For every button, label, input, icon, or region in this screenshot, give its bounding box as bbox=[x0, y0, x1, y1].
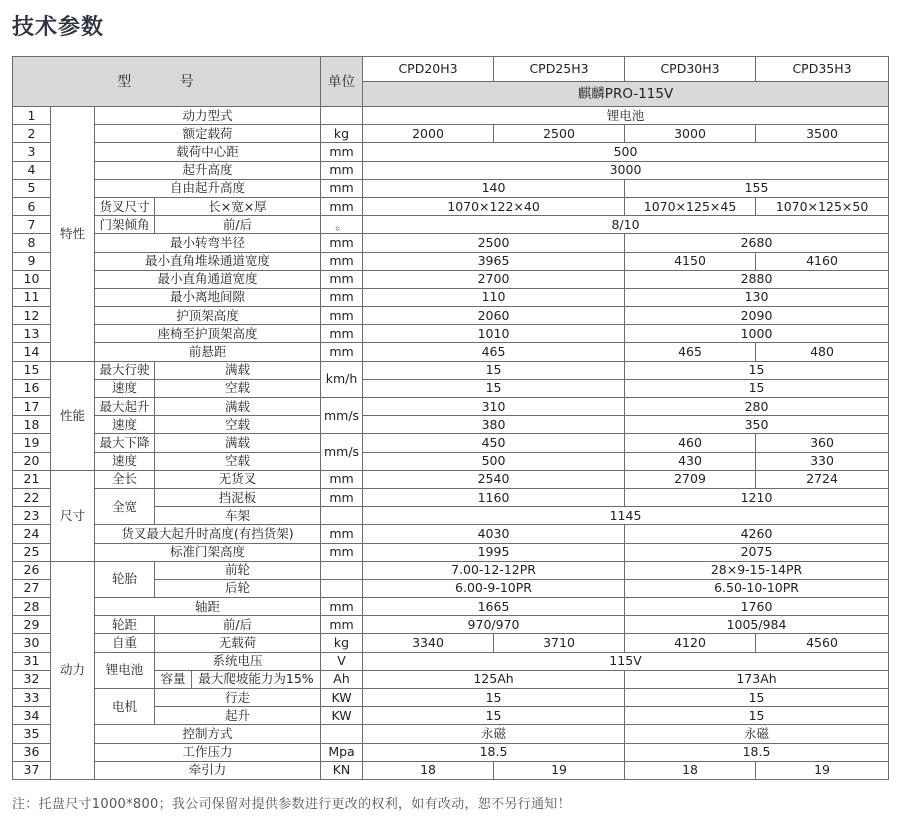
row-number: 36 bbox=[13, 743, 51, 761]
param-label: 最大爬坡能力为15% bbox=[198, 670, 314, 686]
param-value: 15 bbox=[625, 361, 889, 379]
param-value: 1145 bbox=[363, 507, 889, 525]
param-unit: Ah bbox=[321, 670, 363, 688]
table-row bbox=[13, 743, 889, 761]
param-value: 永磁 bbox=[363, 725, 625, 743]
param-label: 空载 bbox=[155, 452, 321, 470]
param-value: 130 bbox=[625, 288, 889, 306]
param-value: 15 bbox=[363, 707, 625, 725]
param-value: 4560 bbox=[756, 634, 889, 652]
row-number: 17 bbox=[13, 398, 51, 416]
subgroup-label: 最大下降 bbox=[95, 434, 155, 452]
row-number: 35 bbox=[13, 725, 51, 743]
param-value: 18.5 bbox=[363, 743, 625, 761]
param-value: 465 bbox=[625, 343, 756, 361]
param-unit: mm bbox=[321, 488, 363, 506]
param-value: 2500 bbox=[494, 125, 625, 143]
param-label: 前悬距 bbox=[95, 343, 321, 361]
row-number: 33 bbox=[13, 689, 51, 707]
param-value: 3340 bbox=[363, 634, 494, 652]
group-label: 特性 bbox=[51, 107, 95, 362]
param-value: 110 bbox=[363, 288, 625, 306]
row-number: 15 bbox=[13, 361, 51, 379]
param-value: 15 bbox=[363, 379, 625, 397]
param-value: 360 bbox=[756, 434, 889, 452]
table-row bbox=[13, 598, 889, 616]
table-row bbox=[13, 361, 889, 379]
param-value: 3000 bbox=[625, 125, 756, 143]
table-row bbox=[13, 488, 889, 506]
row-number: 22 bbox=[13, 488, 51, 506]
param-label: 后轮 bbox=[155, 579, 321, 597]
param-unit: KN bbox=[321, 761, 363, 779]
param-unit: kg bbox=[321, 125, 363, 143]
param-unit: mm bbox=[321, 179, 363, 197]
row-number: 32 bbox=[13, 670, 51, 688]
param-unit: mm bbox=[321, 525, 363, 543]
param-label: 轴距 bbox=[95, 598, 321, 616]
table-row bbox=[13, 270, 889, 288]
row-number: 28 bbox=[13, 598, 51, 616]
param-value: 2724 bbox=[756, 470, 889, 488]
param-value: 18 bbox=[363, 761, 494, 779]
row-number: 19 bbox=[13, 434, 51, 452]
param-value: 4160 bbox=[756, 252, 889, 270]
param-value: 1665 bbox=[363, 598, 625, 616]
param-label: 长×宽×厚 bbox=[155, 197, 321, 215]
model-name: CPD35H3 bbox=[756, 57, 889, 82]
param-value: 450 bbox=[363, 434, 625, 452]
param-value: 3500 bbox=[756, 125, 889, 143]
table-row bbox=[13, 525, 889, 543]
page-title: 技术参数 bbox=[12, 15, 105, 40]
row-number: 26 bbox=[13, 561, 51, 579]
model-name: CPD20H3 bbox=[363, 57, 494, 82]
param-value: 2500 bbox=[363, 234, 625, 252]
group-label: 动力 bbox=[51, 561, 95, 779]
param-value: 140 bbox=[363, 179, 625, 197]
footnote: 注：托盘尺寸1000*800；我公司保留对提供参数进行更改的权利，如有改动，恕不另行通知！ bbox=[12, 797, 571, 812]
param-label: 空载 bbox=[155, 416, 321, 434]
group-label: 性能 bbox=[51, 361, 95, 470]
table-row bbox=[13, 561, 889, 579]
table-row bbox=[13, 107, 889, 125]
header-unit: 单位 bbox=[321, 57, 363, 107]
param-value: 2540 bbox=[363, 470, 625, 488]
param-label: 前/后 bbox=[155, 216, 321, 234]
param-value: 380 bbox=[363, 416, 625, 434]
param-label: 额定载荷 bbox=[95, 125, 321, 143]
param-unit: mm bbox=[321, 270, 363, 288]
param-value: 2880 bbox=[625, 270, 889, 288]
param-value: 350 bbox=[625, 416, 889, 434]
subgroup-label: 速度 bbox=[95, 416, 155, 434]
table-row bbox=[13, 452, 889, 470]
table-row bbox=[13, 288, 889, 306]
param-value: 1210 bbox=[625, 488, 889, 506]
param-value: 15 bbox=[625, 689, 889, 707]
row-number: 34 bbox=[13, 707, 51, 725]
param-value: 19 bbox=[494, 761, 625, 779]
row-number: 20 bbox=[13, 452, 51, 470]
model-name: CPD30H3 bbox=[625, 57, 756, 82]
param-value: 8/10 bbox=[363, 216, 889, 234]
row-number: 21 bbox=[13, 470, 51, 488]
series-name: 麒麟PRO-115V bbox=[363, 82, 889, 107]
row-number: 7 bbox=[13, 216, 51, 234]
table-row bbox=[13, 416, 889, 434]
subgroup-label: 速度 bbox=[95, 452, 155, 470]
row-number: 10 bbox=[13, 270, 51, 288]
param-value: 330 bbox=[756, 452, 889, 470]
param-value: 480 bbox=[756, 343, 889, 361]
param-value: 1995 bbox=[363, 543, 625, 561]
param-value: 6.00-9-10PR bbox=[363, 579, 625, 597]
table-row bbox=[13, 543, 889, 561]
param-value: 18 bbox=[625, 761, 756, 779]
subgroup-label: 轮距 bbox=[95, 616, 155, 634]
param-label-cell bbox=[155, 670, 321, 688]
table-row bbox=[13, 761, 889, 779]
param-label: 空载 bbox=[155, 379, 321, 397]
table-row bbox=[13, 307, 889, 325]
param-value: 28×9-15-14PR bbox=[625, 561, 889, 579]
param-label: 挡泥板 bbox=[155, 488, 321, 506]
param-unit: 。 bbox=[321, 216, 363, 234]
param-value: 500 bbox=[363, 452, 625, 470]
param-unit bbox=[321, 507, 363, 525]
row-number: 18 bbox=[13, 416, 51, 434]
param-unit: kg bbox=[321, 634, 363, 652]
param-value: 125Ah bbox=[363, 670, 625, 688]
param-value: 430 bbox=[625, 452, 756, 470]
row-number: 8 bbox=[13, 234, 51, 252]
row-number: 23 bbox=[13, 507, 51, 525]
row-number: 11 bbox=[13, 288, 51, 306]
table-row bbox=[13, 252, 889, 270]
table-row bbox=[13, 398, 889, 416]
row-number: 12 bbox=[13, 307, 51, 325]
param-label: 工作压力 bbox=[95, 743, 321, 761]
row-number: 14 bbox=[13, 343, 51, 361]
param-value: 19 bbox=[756, 761, 889, 779]
param-value: 4120 bbox=[625, 634, 756, 652]
param-value: 18.5 bbox=[625, 743, 889, 761]
row-number: 6 bbox=[13, 197, 51, 215]
table-row bbox=[13, 725, 889, 743]
param-label: 控制方式 bbox=[95, 725, 321, 743]
param-unit: mm bbox=[321, 616, 363, 634]
param-label: 无载荷 bbox=[155, 634, 321, 652]
param-value: 15 bbox=[363, 689, 625, 707]
param-unit bbox=[321, 725, 363, 743]
row-number: 5 bbox=[13, 179, 51, 197]
param-label: 最小转弯半径 bbox=[95, 234, 321, 252]
param-value: 4030 bbox=[363, 525, 625, 543]
subgroup-label: 自重 bbox=[95, 634, 155, 652]
row-number: 2 bbox=[13, 125, 51, 143]
subgroup-label: 速度 bbox=[95, 379, 155, 397]
param-value: 460 bbox=[625, 434, 756, 452]
row-number: 31 bbox=[13, 652, 51, 670]
param-unit: KW bbox=[321, 707, 363, 725]
param-unit: mm bbox=[321, 197, 363, 215]
param-value: 锂电池 bbox=[363, 107, 889, 125]
param-value: 2090 bbox=[625, 307, 889, 325]
param-value: 6.50-10-10PR bbox=[625, 579, 889, 597]
table-row bbox=[13, 197, 889, 215]
table-row bbox=[13, 470, 889, 488]
param-label: 行走 bbox=[155, 689, 321, 707]
param-unit: km/h bbox=[321, 361, 363, 397]
param-value: 1070×125×45 bbox=[625, 197, 756, 215]
subgroup-label: 全长 bbox=[95, 470, 155, 488]
table-row bbox=[13, 179, 889, 197]
param-unit: mm bbox=[321, 252, 363, 270]
table-row bbox=[13, 616, 889, 634]
param-unit: Mpa bbox=[321, 743, 363, 761]
param-label: 系统电压 bbox=[155, 652, 321, 670]
subgroup-label: 电机 bbox=[95, 689, 155, 725]
param-label: 前轮 bbox=[155, 561, 321, 579]
model-name: CPD25H3 bbox=[494, 57, 625, 82]
subgroup-label: 货叉尺寸 bbox=[95, 197, 155, 215]
param-unit: mm bbox=[321, 288, 363, 306]
row-number: 1 bbox=[13, 107, 51, 125]
param-label: 动力型式 bbox=[95, 107, 321, 125]
param-value: 15 bbox=[625, 707, 889, 725]
header-model: 型 号 bbox=[13, 57, 321, 107]
param-unit bbox=[321, 579, 363, 597]
param-unit: mm bbox=[321, 143, 363, 161]
subgroup-label: 轮胎 bbox=[95, 561, 155, 597]
param-unit: V bbox=[321, 652, 363, 670]
param-label: 标准门架高度 bbox=[95, 543, 321, 561]
param-unit bbox=[321, 561, 363, 579]
table-row bbox=[13, 379, 889, 397]
param-label: 牵引力 bbox=[95, 761, 321, 779]
param-label: 自由起升高度 bbox=[95, 179, 321, 197]
subgroup-label: 门架倾角 bbox=[95, 216, 155, 234]
table-row bbox=[13, 216, 889, 234]
param-unit: mm bbox=[321, 325, 363, 343]
param-unit: mm bbox=[321, 470, 363, 488]
param-label: 护顶架高度 bbox=[95, 307, 321, 325]
param-value: 1000 bbox=[625, 325, 889, 343]
param-value: 3710 bbox=[494, 634, 625, 652]
row-number: 25 bbox=[13, 543, 51, 561]
param-label: 起升高度 bbox=[95, 161, 321, 179]
row-number: 27 bbox=[13, 579, 51, 597]
param-value: 465 bbox=[363, 343, 625, 361]
param-value: 155 bbox=[625, 179, 889, 197]
subgroup-label: 容量 bbox=[155, 671, 192, 688]
param-unit bbox=[321, 107, 363, 125]
row-number: 37 bbox=[13, 761, 51, 779]
param-value: 4260 bbox=[625, 525, 889, 543]
param-value: 15 bbox=[625, 379, 889, 397]
param-value: 永磁 bbox=[625, 725, 889, 743]
row-number: 16 bbox=[13, 379, 51, 397]
subgroup-label: 全宽 bbox=[95, 488, 155, 524]
row-number: 29 bbox=[13, 616, 51, 634]
param-value: 970/970 bbox=[363, 616, 625, 634]
table-row bbox=[13, 234, 889, 252]
param-unit: KW bbox=[321, 689, 363, 707]
row-number: 24 bbox=[13, 525, 51, 543]
group-label: 尺寸 bbox=[51, 470, 95, 561]
table-row bbox=[13, 634, 889, 652]
param-value: 310 bbox=[363, 398, 625, 416]
param-unit: mm bbox=[321, 598, 363, 616]
param-label: 满载 bbox=[155, 361, 321, 379]
param-value: 1070×122×40 bbox=[363, 197, 625, 215]
param-value: 3000 bbox=[363, 161, 889, 179]
param-value: 115V bbox=[363, 652, 889, 670]
spec-table bbox=[12, 56, 889, 780]
param-value: 173Ah bbox=[625, 670, 889, 688]
param-unit: mm/s bbox=[321, 398, 363, 434]
param-value: 1760 bbox=[625, 598, 889, 616]
param-unit: mm bbox=[321, 343, 363, 361]
param-value: 500 bbox=[363, 143, 889, 161]
param-value: 7.00-12-12PR bbox=[363, 561, 625, 579]
table-row bbox=[13, 434, 889, 452]
param-label: 车架 bbox=[155, 507, 321, 525]
table-row bbox=[13, 652, 889, 670]
row-number: 30 bbox=[13, 634, 51, 652]
param-value: 1005/984 bbox=[625, 616, 889, 634]
param-value: 3965 bbox=[363, 252, 625, 270]
table-row bbox=[13, 125, 889, 143]
param-unit: mm bbox=[321, 161, 363, 179]
param-value: 2700 bbox=[363, 270, 625, 288]
param-value: 4150 bbox=[625, 252, 756, 270]
subgroup-label: 锂电池 bbox=[95, 652, 155, 688]
param-label: 满载 bbox=[155, 398, 321, 416]
table-row bbox=[13, 143, 889, 161]
param-value: 280 bbox=[625, 398, 889, 416]
row-number: 3 bbox=[13, 143, 51, 161]
param-value: 1070×125×50 bbox=[756, 197, 889, 215]
param-value: 2680 bbox=[625, 234, 889, 252]
param-value: 1010 bbox=[363, 325, 625, 343]
param-value: 2075 bbox=[625, 543, 889, 561]
param-label: 最小离地间隙 bbox=[95, 288, 321, 306]
param-label: 载荷中心距 bbox=[95, 143, 321, 161]
param-label: 无货叉 bbox=[155, 470, 321, 488]
table-row bbox=[13, 161, 889, 179]
param-unit: mm/s bbox=[321, 434, 363, 470]
param-value: 2060 bbox=[363, 307, 625, 325]
subgroup-label: 最大行驶 bbox=[95, 361, 155, 379]
table-row bbox=[13, 689, 889, 707]
row-number: 9 bbox=[13, 252, 51, 270]
param-label: 座椅至护顶架高度 bbox=[95, 325, 321, 343]
param-unit: mm bbox=[321, 543, 363, 561]
param-label: 货叉最大起升时高度(有挡货架) bbox=[95, 525, 321, 543]
param-label: 起升 bbox=[155, 707, 321, 725]
row-number: 13 bbox=[13, 325, 51, 343]
param-value: 2709 bbox=[625, 470, 756, 488]
param-label: 最小直角堆垛通道宽度 bbox=[95, 252, 321, 270]
table-row bbox=[13, 325, 889, 343]
param-value: 2000 bbox=[363, 125, 494, 143]
param-label: 满载 bbox=[155, 434, 321, 452]
param-unit: mm bbox=[321, 307, 363, 325]
param-label: 最小直角通道宽度 bbox=[95, 270, 321, 288]
param-value: 15 bbox=[363, 361, 625, 379]
row-number: 4 bbox=[13, 161, 51, 179]
table-row bbox=[13, 343, 889, 361]
subgroup-label: 最大起升 bbox=[95, 398, 155, 416]
param-label: 前/后 bbox=[155, 616, 321, 634]
param-unit: mm bbox=[321, 234, 363, 252]
param-value: 1160 bbox=[363, 488, 625, 506]
